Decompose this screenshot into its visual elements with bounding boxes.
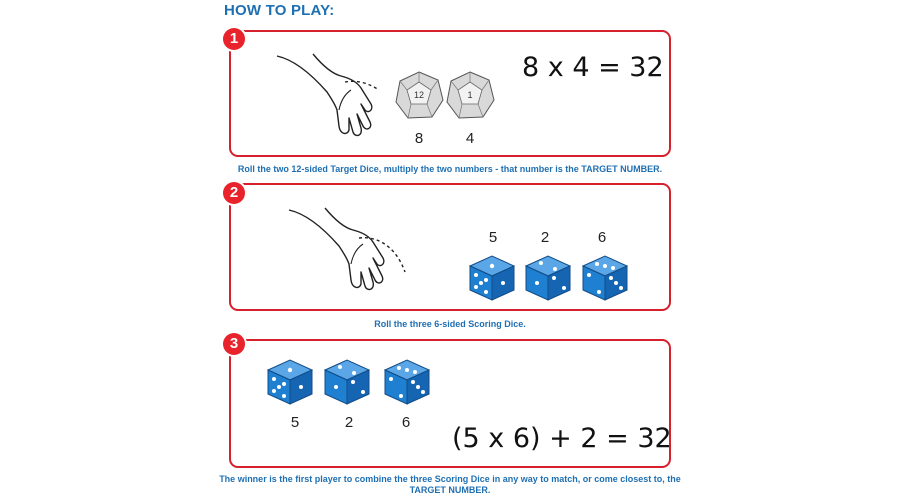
throwing-hand-icon [287,190,412,302]
step-2-value-c: 6 [597,229,607,246]
scoring-die-five [468,254,516,302]
how-to-play-heading: HOW TO PLAY: [224,2,335,19]
twelve-sided-die-right [445,70,495,122]
die-face-text: 1 [467,90,473,100]
scoring-die-two [524,254,572,302]
step-3-caption [180,474,720,496]
throwing-hand-icon [275,38,390,143]
step-3-value-b: 2 [344,414,354,431]
scoring-die-five [266,358,314,406]
die-face-text: 12 [413,90,425,100]
step-1-badge: 1 [223,28,245,50]
step-3-value-c: 6 [401,414,411,431]
step-1-equation: 8 x 4 = 32 [522,52,664,83]
step-3-caption-line1: The winner is the first player to combine the three Scoring Dice in any way to match, or come closest to, the [219,474,681,484]
scoring-die-six [383,358,431,406]
step-1-caption: Roll the two 12-sided Target Dice, multiply the two numbers - that number is the TARGET NUMBER. [237,164,663,174]
step-2-badge: 2 [223,182,245,204]
step-1-value-a: 8 [414,130,424,147]
step-2-value-b: 2 [540,229,550,246]
step-1-value-b: 4 [465,130,475,147]
twelve-sided-die-left [394,70,444,122]
step-2-value-a: 5 [488,229,498,246]
scoring-die-six [581,254,629,302]
step-2-caption: Roll the three 6-sided Scoring Dice. [374,319,526,329]
step-3-caption-line2: TARGET NUMBER. [409,485,491,495]
step-3-equation: (5 x 6) + 2 = 32 [452,423,672,454]
step-3-badge: 3 [223,333,245,355]
scoring-die-two [323,358,371,406]
step-3-value-a: 5 [290,414,300,431]
